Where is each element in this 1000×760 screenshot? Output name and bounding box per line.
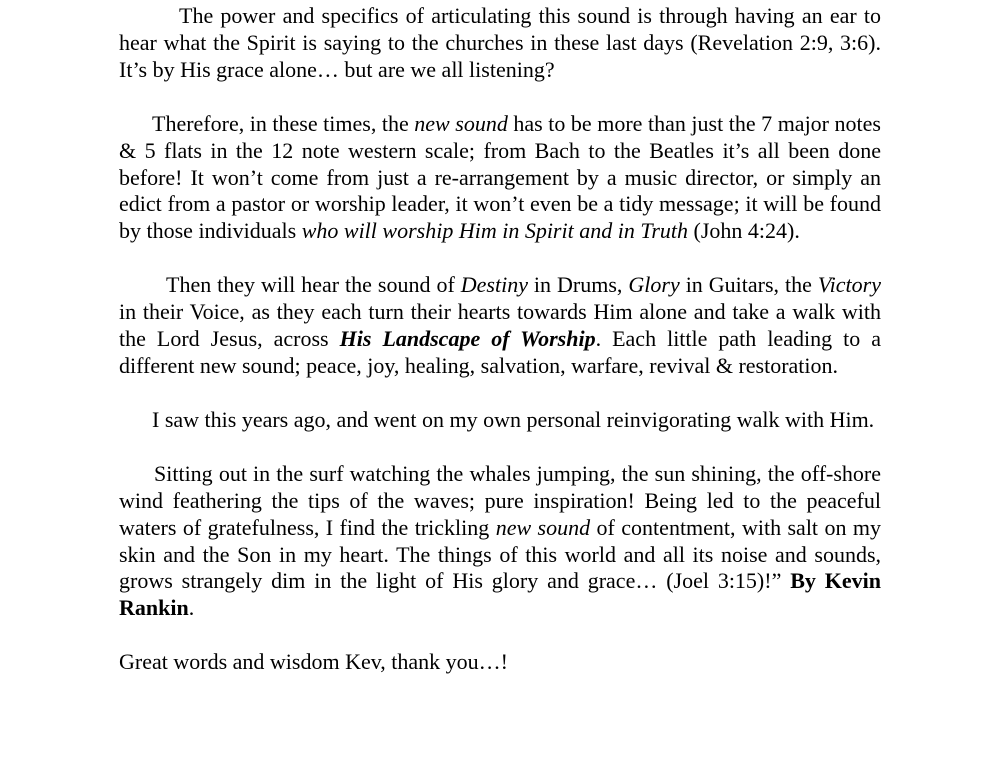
text-run: Sitting out in the surf watching the whales jumping, the sun shining, the off-shore wind feathering the tips of the waves; pure inspiration! Being led to the peaceful waters of gratefulness, I find the trickling <box>119 460 881 540</box>
text-run: has to be more than just the 7 major notes & 5 flats in the 12 note western scale; from Bach to the Beatles it’s all been done before! It won’t come from just a re-arrangement by a music director, or simply an edict from a pastor or worship leader, it won’t even be a tidy message; it will be found by those individuals <box>119 110 881 244</box>
paragraph-surf-inspiration <box>119 461 881 622</box>
author-credit: By Kevin Rankin <box>119 568 881 621</box>
paragraph-sound-of-spirit <box>119 3 881 84</box>
text-run: . <box>188 595 195 621</box>
text-run: in their Voice, as they each turn their hearts towards Him alone and take a walk with the Lord Jesus, across <box>119 299 881 352</box>
text-run: I saw this years ago, and went on my own personal reinvigorating walk with Him. <box>152 406 875 432</box>
paragraph-personal-walk <box>119 407 881 434</box>
paragraph-landscape-of-worship <box>119 272 881 380</box>
text-run: Therefore, in these times, the <box>152 110 415 136</box>
text-run: of contentment, with salt on my skin and the Son in my heart. The things of this world and all its noise and sounds, grows strangely dim in the light of His glory and grace… (Joel 3:15)!” <box>119 514 882 594</box>
italic-word: Glory <box>628 272 680 298</box>
bold-italic-phrase: His Landscape of Worship <box>339 326 596 352</box>
italic-phrase: new sound <box>414 110 508 136</box>
text-run: in Drums, <box>527 272 629 298</box>
paragraph-new-sound <box>119 111 881 246</box>
text-run: The power and specifics of articulating this sound is through having an ear to hear what the Spirit is saying to the churches in these last days (Revelation 2:9, 3:6). It’s by His grace alone… but are we all listening? <box>119 3 881 82</box>
italic-phrase: new sound <box>495 514 591 540</box>
text-run: in Guitars, the <box>679 272 818 298</box>
italic-phrase: who will worship Him in Spirit and in Truth <box>301 218 689 244</box>
italic-word: Destiny <box>460 272 528 298</box>
text-run: (John 4:24). <box>688 218 800 244</box>
italic-word: Victory <box>817 272 881 298</box>
text-run: . Each little path leading to a different new sound; peace, joy, healing, salvation, warfare, revival & restoration. <box>119 326 881 378</box>
closing-line: Great words and wisdom Kev, thank you…! <box>119 649 508 675</box>
text-run: Then they will hear the sound of <box>166 272 461 298</box>
